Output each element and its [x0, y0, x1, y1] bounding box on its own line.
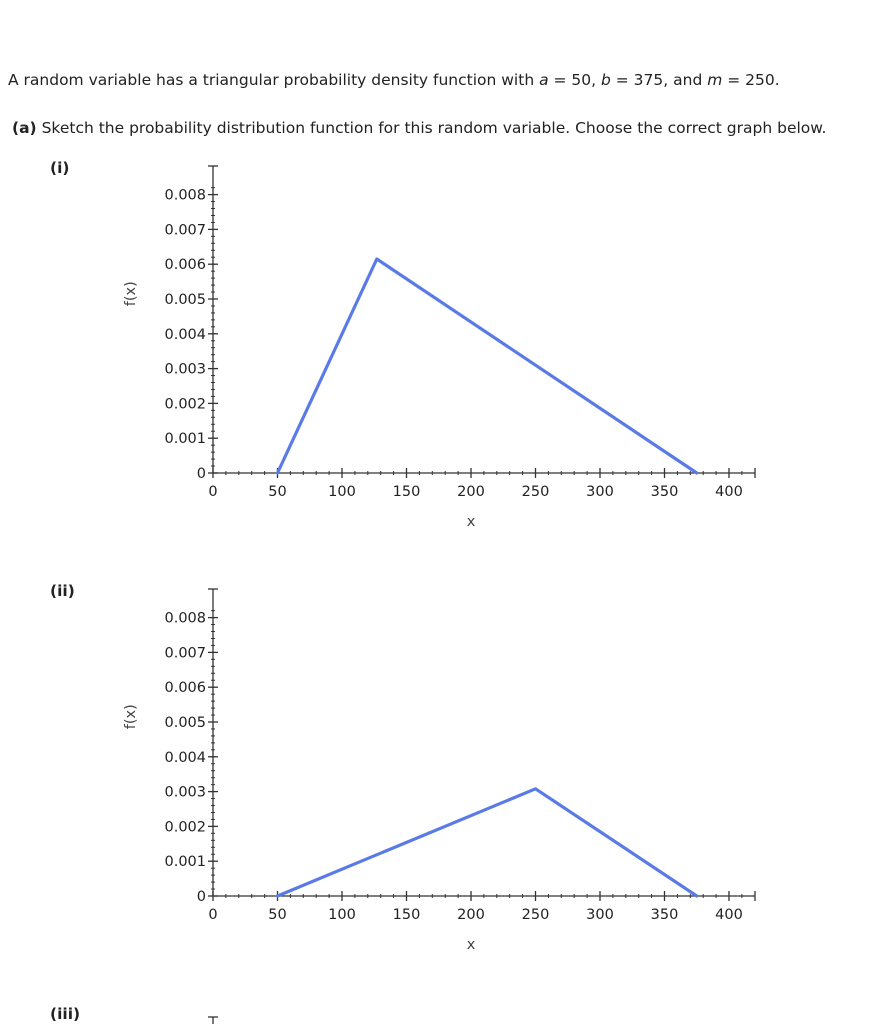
option-iii-label[interactable]: (iii)	[50, 1005, 81, 1023]
x-tick-label: 300	[586, 907, 614, 923]
a-value: = 50,	[548, 71, 601, 89]
x-tick-label: 50	[268, 484, 287, 500]
y-tick-label: 0.008	[164, 187, 206, 204]
y-tick-label: 0.004	[164, 326, 206, 343]
y-tick-label: 0	[196, 466, 206, 482]
y-tick-label: 0	[196, 889, 206, 905]
option-i-label[interactable]: (i)	[50, 159, 70, 177]
x-tick-label: 200	[457, 484, 485, 500]
problem-intro: A random variable has a triangular probability density function with	[8, 71, 540, 89]
y-tick-label: 0.008	[164, 610, 206, 627]
y-tick-label: 0.006	[164, 680, 206, 697]
option-ii-label[interactable]: (ii)	[50, 582, 75, 600]
x-tick-label: 400	[715, 907, 743, 923]
x-tick-label: 100	[328, 907, 356, 923]
y-axis-title: f(x)	[123, 281, 139, 307]
x-tick-label: 0	[208, 907, 218, 923]
y-tick-label: 0.002	[164, 819, 206, 836]
y-axis-title: f(x)	[123, 704, 139, 730]
y-tick-label: 0.007	[164, 222, 206, 239]
y-tick-label: 0.003	[164, 784, 206, 801]
y-tick-label: 0.004	[164, 749, 206, 766]
y-tick-label: 0.006	[164, 257, 206, 274]
option-ii-chart[interactable]	[0, 573, 873, 973]
y-tick-label: 0.002	[164, 396, 206, 413]
x-tick-label: 200	[457, 907, 485, 923]
x-tick-label: 50	[268, 907, 287, 923]
option-ii-plot	[0, 573, 873, 973]
y-tick-label: 0.007	[164, 645, 206, 662]
y-tick-label: 0.005	[164, 715, 206, 731]
x-axis-title: x	[466, 514, 476, 530]
var-b: b	[601, 71, 611, 89]
pdf-line	[278, 789, 697, 896]
x-tick-label: 400	[715, 484, 743, 500]
option-iii-plot	[0, 1000, 873, 1024]
option-i-chart[interactable]	[0, 150, 873, 550]
x-axis-title: x	[466, 937, 476, 953]
x-tick-label: 0	[208, 484, 218, 500]
b-value: = 375, and	[610, 71, 708, 89]
option-iii-chart[interactable]	[0, 1000, 873, 1024]
x-tick-label: 250	[521, 484, 550, 500]
part-a-prompt	[12, 119, 826, 137]
x-tick-label: 150	[392, 907, 421, 923]
option-i-plot	[0, 150, 873, 550]
y-tick-label: 0.001	[164, 854, 206, 871]
part-a-text: Sketch the probability distribution function for this random variable. Choose the correct graph below.	[36, 119, 827, 137]
x-tick-label: 100	[328, 484, 356, 500]
problem-statement	[8, 71, 780, 89]
x-tick-label: 150	[392, 484, 421, 500]
x-tick-label: 350	[650, 907, 679, 923]
var-a: a	[539, 71, 549, 89]
pdf-line	[278, 259, 697, 473]
x-tick-label: 300	[586, 484, 614, 500]
m-value: = 250.	[722, 71, 780, 89]
y-tick-label: 0.001	[164, 431, 206, 448]
part-a-label: (a)	[12, 119, 37, 137]
x-tick-label: 350	[650, 484, 679, 500]
var-m: m	[707, 71, 723, 89]
y-tick-label: 0.005	[164, 292, 206, 308]
y-tick-label: 0.003	[164, 361, 206, 378]
x-tick-label: 250	[521, 907, 550, 923]
